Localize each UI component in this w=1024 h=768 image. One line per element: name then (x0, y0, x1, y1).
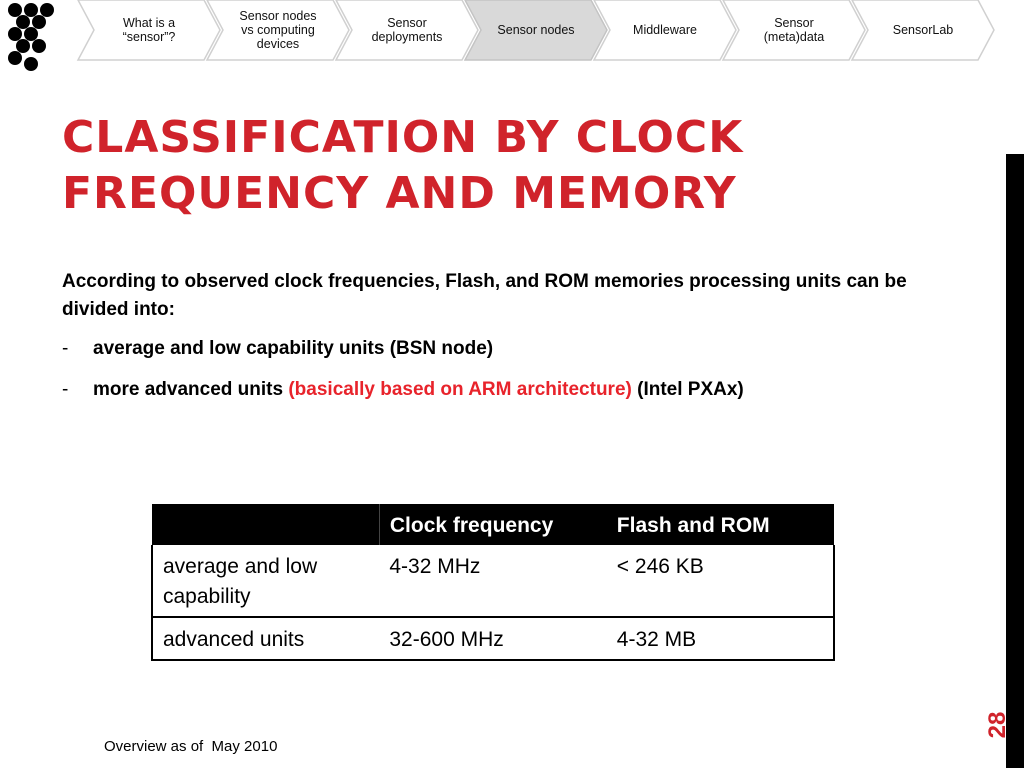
table-cell: 4-32 MB (616, 628, 697, 651)
side-accent-bar (1006, 154, 1024, 768)
bullet-dash: - (62, 379, 69, 400)
nav-tab-label: Sensor deployments (371, 16, 443, 44)
table-row (152, 545, 834, 617)
nav-tab-label: Middleware (633, 23, 697, 37)
nav-tab-sensor-nodes[interactable] (465, 0, 607, 60)
footnote: Overview as of May 2010 (104, 738, 278, 755)
nav-tab-label: Sensor nodes vs computing devices (239, 9, 317, 51)
table-header-cell: Flash and ROM (616, 514, 770, 537)
bullet-dash: - (62, 338, 69, 359)
table-cell: < 246 KB (616, 555, 704, 578)
slide-title: CLASSIFICATION BY CLOCK FREQUENCY AND MEMORY (62, 112, 744, 219)
table-cell: average and low capability (163, 555, 318, 608)
page-number: 28 (984, 711, 1011, 739)
table-cell: 4-32 MHz (389, 555, 481, 578)
intro-paragraph: According to observed clock frequencies, Flash, and ROM memories processing units can be divided into: (62, 271, 907, 320)
nav-tab-sensor-nodes-vs-computing[interactable] (207, 0, 349, 60)
table-cell: advanced units (163, 628, 305, 651)
table-header-cell (152, 504, 379, 545)
bullet-text: average and low capability units (BSN node) (93, 338, 494, 359)
bullet-list (62, 335, 962, 417)
bullet-text: more advanced units (93, 379, 289, 400)
bullet-highlight-text: (basically based on ARM architecture) (288, 379, 632, 400)
bullet-item (62, 335, 962, 363)
capability-table (151, 504, 835, 661)
nav-tab-sensor-deployments[interactable] (336, 0, 478, 60)
nav-tab-label: Sensor nodes (497, 23, 575, 37)
nav-tab-sensorlab[interactable] (852, 0, 994, 60)
logo-dots-icon (6, 2, 62, 72)
table-header-row (152, 504, 834, 545)
bullet-item (62, 376, 962, 404)
table-header-cell: Clock frequency (389, 514, 554, 537)
table-cell: 32-600 MHz (389, 628, 504, 651)
nav-tab-middleware[interactable] (594, 0, 736, 60)
nav-tab-label: What is a “sensor”? (122, 16, 176, 44)
bullet-suffix-text: (Intel PXAx) (631, 379, 744, 400)
section-navigation (78, 0, 1000, 60)
nav-tab-what-is-a-sensor[interactable] (78, 0, 220, 60)
nav-tab-label: Sensor (meta)data (763, 16, 825, 44)
nav-tab-sensor-metadata[interactable] (723, 0, 865, 60)
nav-tab-label: SensorLab (892, 23, 954, 37)
table-row (152, 617, 834, 660)
